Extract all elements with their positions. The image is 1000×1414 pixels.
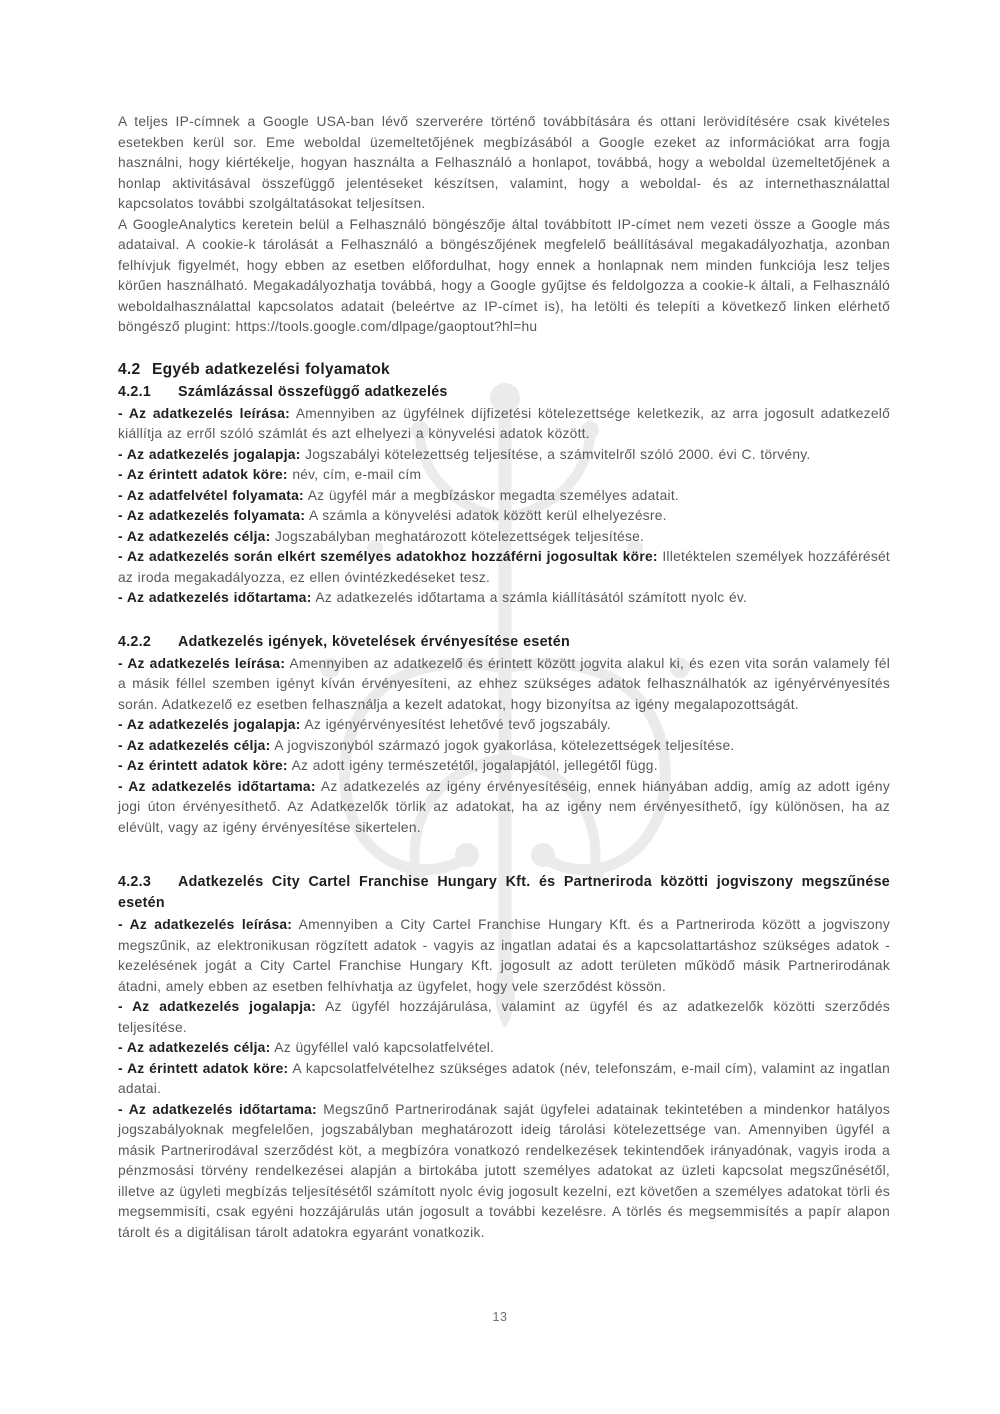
item-text: Az ügyfél hozzájárulása, valamint az ügyfél és az adatkezelők közötti szerződés teljesítése.: [118, 999, 890, 1035]
item-list-4-2-3: [118, 915, 890, 1243]
item-text: Az adott igény természetétől, jogalapjától, jellegétől függ.: [287, 758, 658, 773]
list-item: [118, 1059, 890, 1100]
section-title-4-2: Egyéb adatkezelési folyamatok: [152, 360, 390, 378]
item-list-4-2-2: [118, 654, 890, 839]
section-heading-4-2-2: [118, 632, 890, 653]
item-label: - Az érintett adatok köre:: [118, 467, 288, 482]
list-item: [118, 588, 890, 609]
item-label: - Az adatkezelés során elkért személyes adatokhoz hozzáférni jogosultak köre:: [118, 549, 658, 564]
intro-paragraph-2-text: A GoogleAnalytics keretein belül a Felhasználó böngészője által továbbított IP-címet nem vezeti össze a Google más adataival. A cookie-k tárolását a Felhasználó a böngészőjének megfelelő beállításával megakadályozhatja, azonban felhívjuk figyelmét, hogy ebben az esetben előfordulhat, hogy ennek a honlapnak nem minden funkciója lesz teljes körűen használható. Megakadályozhatja továbbá, hogy a Google gyűjtse és feldolgozza a cookie-k általi, a Felhasználó weboldalhasználattal kapcsolatos adatait (beleértve az IP-címet is), ha letölti és telepíti a következő linken elérhető böngésző plugint:: [118, 216, 890, 334]
item-list-4-2-1: [118, 404, 890, 609]
item-label: - Az adatkezelés leírása:: [118, 655, 286, 671]
list-item: [118, 1100, 890, 1244]
section-number-4-2-2: 4.2.2: [118, 633, 152, 650]
item-text: Az ügyféllel való kapcsolatfelvétel.: [270, 1040, 495, 1055]
list-item: [118, 527, 890, 548]
item-label: - Az adatkezelés leírása:: [118, 917, 293, 932]
item-label: - Az érintett adatok köre:: [118, 1060, 289, 1076]
list-item: [118, 736, 890, 757]
item-text: Amennyiben az adatkezelő és érintett között jogvita alakul ki, és ezen vita során valamely fél a másik féllel szemben igényt kíván érvényesíteni, az ehhez szükséges adatok felhasználhatók az igényérvényesítés során. Adatkezelő ez esetben felhasználja a kezelt adatokat, hogy bizonyítsa az igény megalapozottságát.: [118, 655, 891, 712]
list-item: [118, 715, 890, 736]
item-text: Az adatkezelés az igény érvényesítéséig, ennek hiányában addig, amíg az adott igény jogi úton érvényesíthető. Az Adatkezelők törlik az adatokat, ha az igény nem érvényesíthető, így különösen, ha az elévült, vagy az igény érvényesítése sikertelen.: [118, 778, 890, 835]
item-text: Amennyiben a City Cartel Franchise Hungary Kft. és a Partneriroda között a jogviszony megszűnik, az elektronikusan rögzített adatok - vagyis az ingatlan adatai és a kapcsolattartáshoz szükséges adatok - kezelésének jogát a City Cartel Franchise Hungary Kft. jogosult az adott területen működő másik Partnerirodának átadni, amely ebben az esetben felhívhatja az ügyfelet, hogy vele szerződést kössön.: [118, 917, 890, 994]
item-label: - Az adatkezelés célja:: [118, 1040, 271, 1055]
list-item: [118, 654, 890, 716]
item-text: Az adatkezelés időtartama a számla kiállításától számított nyolc év.: [311, 590, 748, 605]
item-label: - Az adatkezelés célja:: [118, 737, 271, 753]
item-text: Jogszabályban meghatározott kötelezettségek teljesítése.: [270, 528, 645, 544]
list-item: [118, 777, 890, 839]
section-heading-4-2: [118, 359, 890, 381]
item-text: név, cím, e-mail cím: [287, 467, 422, 482]
item-label: - Az adatkezelés időtartama:: [118, 590, 312, 605]
section-title-4-2-3: Adatkezelés City Cartel Franchise Hungary Kft. és Partneriroda közötti jogviszony megszűnése esetén: [118, 874, 890, 911]
item-text: A kapcsolatfelvételhez szükséges adatok (név, telefonszám, e-mail cím), valamint az ingatlan adatai.: [118, 1060, 891, 1096]
item-text: Illetéktelen személyek hozzáférését az iroda megakadályozza, ez ellen óvintézkedéseket tesz.: [118, 549, 890, 585]
list-item: [118, 486, 890, 507]
item-label: - Az adatkezelés jogalapja:: [118, 717, 301, 732]
item-text: Az igényérvényesítést lehetővé tevő jogszabály.: [300, 717, 611, 732]
gaoptout-plugin-url[interactable]: https://tools.google.com/dlpage/gaoptout?hl=hu: [235, 319, 538, 334]
item-label: - Az érintett adatok köre:: [118, 758, 288, 773]
list-item: [118, 404, 890, 445]
item-text: Jogszabályi kötelezettség teljesítése, a számvitelről szóló 2000. évi C. törvény.: [300, 446, 811, 462]
item-label: - Az adatfelvétel folyamata:: [118, 487, 304, 503]
item-text: Az ügyfél már a megbízáskor megadta személyes adatait.: [303, 487, 679, 503]
section-title-4-2-1: Számlázással összefüggő adatkezelés: [178, 383, 448, 400]
list-item: [118, 756, 890, 777]
list-item: [118, 506, 890, 527]
item-label: - Az adatkezelés folyamata:: [118, 508, 306, 523]
page-number: 13: [492, 1310, 508, 1324]
list-item: [118, 915, 890, 997]
section-heading-4-2-3: [118, 872, 890, 914]
item-label: - Az adatkezelés időtartama:: [118, 778, 316, 794]
item-label: - Az adatkezelés jogalapja:: [118, 999, 317, 1014]
section-title-4-2-2: Adatkezelés igények, követelések érvényesítése esetén: [178, 633, 570, 650]
intro-paragraph-2: [118, 215, 890, 338]
section-number-4-2-3: 4.2.3: [118, 874, 152, 890]
item-text: Amennyiben az ügyfélnek díjfizetési kötelezettsége keletkezik, az arra jogosult adatkezelő kiállítja az erről szóló számlát és azt elhelyezi a könyvelési adatok között.: [118, 405, 890, 441]
list-item: [118, 465, 890, 486]
list-item: [118, 997, 890, 1038]
item-text: Megszűnő Partnerirodának saját ügyfelei adatainak tekintetében a mindenkor hatályos jogszabályoknak megfelelően, jogszabályban meghatározott ideig tárolási kötelezettsége van. Amennyiben ügyfél a másik Partnerirodával szerződést köt, a megbízóra vonatkozó rendelkezések tekintendőek irányadónak, vagyis iroda a pénzmosási törvény rendelkezései alapján a birtokába jutott személyes adatokat az üzleti kapcsolat megszűnésétől, illetve az ügyleti megbízás teljesítésétől számított nyolc évig jogosult kezelni, ezt követően a személyes adatokat törli és megsemmisíti, csak egyéni hozzájárulás után jogosult a további kezelésre. A törlés és megsemmisítés a papír alapon tárolt és a digitálisan tárolt adatokra egyaránt vonatkozik.: [118, 1101, 890, 1240]
item-label: - Az adatkezelés időtartama:: [118, 1101, 317, 1117]
section-number-4-2: 4.2: [118, 360, 141, 378]
item-label: - Az adatkezelés célja:: [118, 528, 271, 544]
page-content: [118, 112, 890, 1243]
section-heading-4-2-1: [118, 382, 890, 403]
list-item: [118, 445, 890, 466]
list-item: [118, 1038, 890, 1059]
list-item: [118, 547, 890, 588]
section-number-4-2-1: 4.2.1: [118, 383, 152, 400]
item-label: - Az adatkezelés jogalapja:: [118, 446, 301, 462]
item-text: A számla a könyvelési adatok között kerül elhelyezésre.: [305, 508, 667, 523]
item-text: A jogviszonyból származó jogok gyakorlása, kötelezettségek teljesítése.: [270, 737, 735, 753]
intro-paragraph-1: A teljes IP-címnek a Google USA-ban lévő szerverére történő továbbítására és ottani lerövidítésére csak kivételes esetekben kerül sor. Eme weboldal üzemeltetőjének megbízásából a Google ezeket az információkat arra fogja használni, hogy kiértékelje, hogyan használta a Felhasználó a honlapot, továbbá, hogy a weboldal üzemeltetőjének a honlap aktivitásával összefüggő jelentéseket készítsen, valamint, hogy a weboldal- és az internethasználattal kapcsolatos további szolgáltatásokat teljesítsen.: [118, 114, 890, 211]
item-label: - Az adatkezelés leírása:: [118, 405, 290, 421]
